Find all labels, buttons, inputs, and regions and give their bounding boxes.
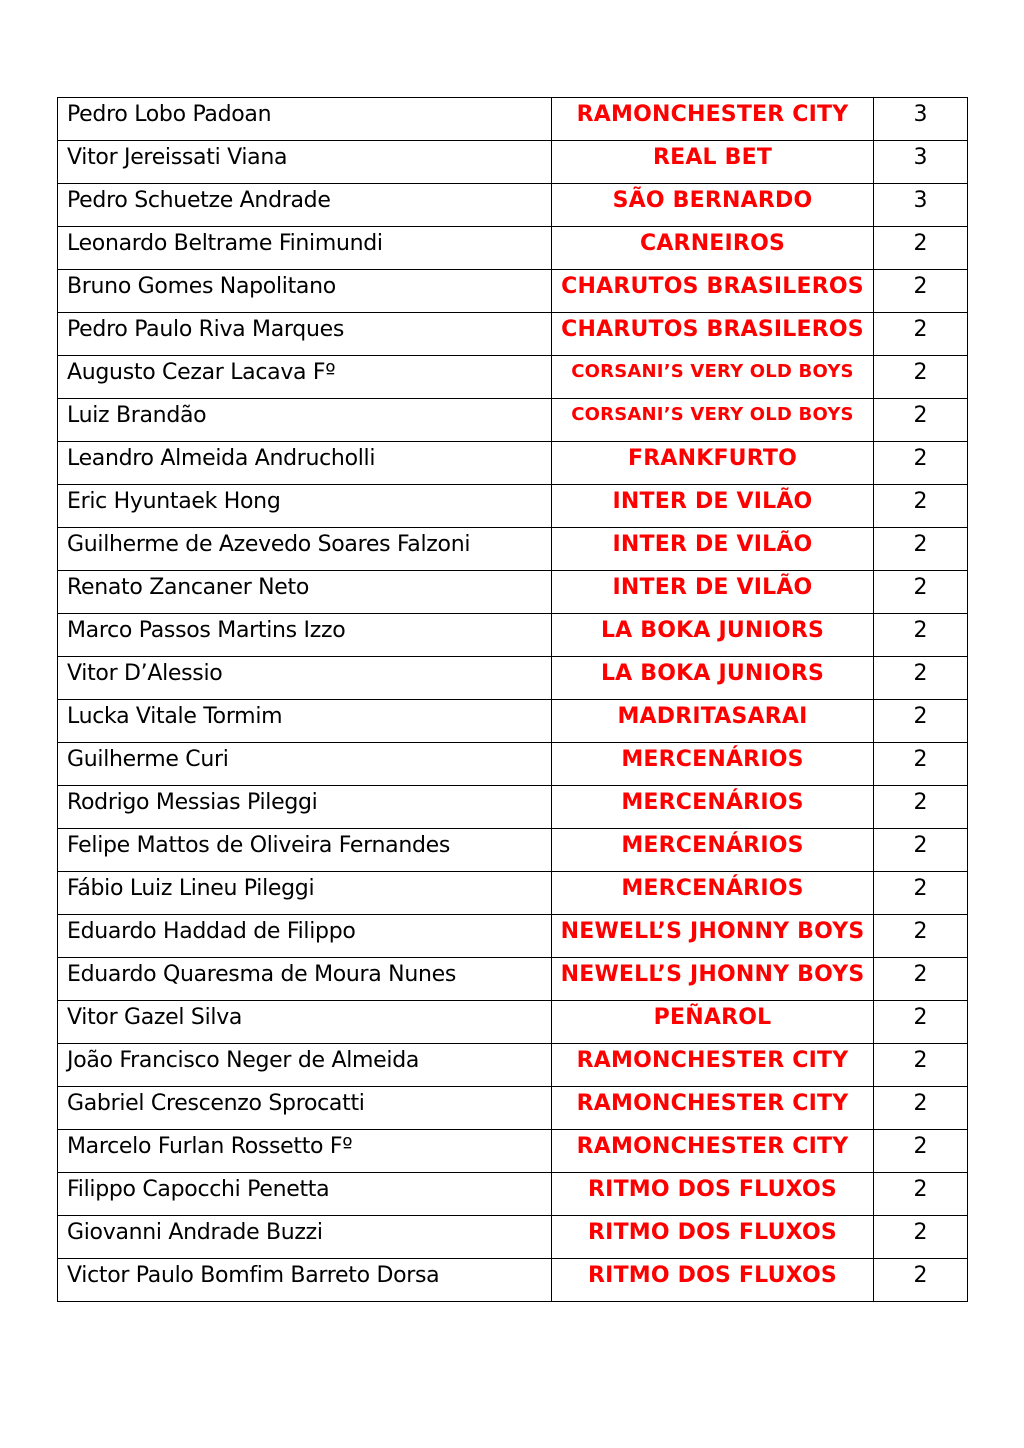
goals-cell: 2 <box>874 1087 968 1130</box>
goals-cell: 2 <box>874 915 968 958</box>
goals-cell: 2 <box>874 657 968 700</box>
table-row <box>58 442 968 485</box>
table-row <box>58 700 968 743</box>
team-name-cell: INTER DE VILÃO <box>552 528 874 571</box>
table-row <box>58 1044 968 1087</box>
goals-cell: 3 <box>874 141 968 184</box>
player-name-cell: Fábio Luiz Lineu Pileggi <box>58 872 552 915</box>
player-name-cell: Renato Zancaner Neto <box>58 571 552 614</box>
player-name-cell: Eduardo Quaresma de Moura Nunes <box>58 958 552 1001</box>
player-name-cell: Pedro Lobo Padoan <box>58 98 552 141</box>
goals-cell: 2 <box>874 872 968 915</box>
player-name-cell: Giovanni Andrade Buzzi <box>58 1216 552 1259</box>
goals-cell: 2 <box>874 958 968 1001</box>
goals-cell: 2 <box>874 227 968 270</box>
table-row <box>58 571 968 614</box>
table-row <box>58 227 968 270</box>
goals-cell: 2 <box>874 829 968 872</box>
player-name-cell: Leandro Almeida Andrucholli <box>58 442 552 485</box>
team-name-cell: CHARUTOS BRASILEROS <box>552 313 874 356</box>
goals-cell: 2 <box>874 786 968 829</box>
team-name-cell: MADRITASARAI <box>552 700 874 743</box>
player-name-cell: Vitor Gazel Silva <box>58 1001 552 1044</box>
team-name-cell: RAMONCHESTER CITY <box>552 1044 874 1087</box>
table-row <box>58 270 968 313</box>
team-name-cell: FRANKFURTO <box>552 442 874 485</box>
table-row <box>58 356 968 399</box>
player-name-cell: Eduardo Haddad de Filippo <box>58 915 552 958</box>
team-name-cell: RAMONCHESTER CITY <box>552 1087 874 1130</box>
team-name-cell: MERCENÁRIOS <box>552 872 874 915</box>
goals-cell: 2 <box>874 743 968 786</box>
player-name-cell: Eric Hyuntaek Hong <box>58 485 552 528</box>
team-name-cell: PEÑAROL <box>552 1001 874 1044</box>
team-name-cell: RAMONCHESTER CITY <box>552 1130 874 1173</box>
goals-cell: 3 <box>874 98 968 141</box>
player-name-cell: Felipe Mattos de Oliveira Fernandes <box>58 829 552 872</box>
scorers-table <box>57 97 968 1302</box>
table-row <box>58 657 968 700</box>
table-row <box>58 528 968 571</box>
team-name-cell: NEWELL’S JHONNY BOYS <box>552 958 874 1001</box>
goals-cell: 2 <box>874 614 968 657</box>
goals-cell: 2 <box>874 528 968 571</box>
player-name-cell: Marcelo Furlan Rossetto Fº <box>58 1130 552 1173</box>
team-name-cell: MERCENÁRIOS <box>552 743 874 786</box>
team-name-cell: NEWELL’S JHONNY BOYS <box>552 915 874 958</box>
player-name-cell: Victor Paulo Bomfim Barreto Dorsa <box>58 1259 552 1302</box>
table-row <box>58 184 968 227</box>
table-row <box>58 1173 968 1216</box>
table-row <box>58 743 968 786</box>
goals-cell: 2 <box>874 1001 968 1044</box>
scorers-table-body <box>58 98 968 1302</box>
table-row <box>58 399 968 442</box>
table-row <box>58 958 968 1001</box>
table-row <box>58 141 968 184</box>
team-name-cell: RITMO DOS FLUXOS <box>552 1259 874 1302</box>
table-row <box>58 1259 968 1302</box>
table-row <box>58 313 968 356</box>
goals-cell: 2 <box>874 1130 968 1173</box>
table-row <box>58 1087 968 1130</box>
player-name-cell: Augusto Cezar Lacava Fº <box>58 356 552 399</box>
goals-cell: 2 <box>874 571 968 614</box>
player-name-cell: João Francisco Neger de Almeida <box>58 1044 552 1087</box>
table-row <box>58 872 968 915</box>
table-row <box>58 786 968 829</box>
player-name-cell: Filippo Capocchi Penetta <box>58 1173 552 1216</box>
team-name-cell: LA BOKA JUNIORS <box>552 657 874 700</box>
goals-cell: 2 <box>874 1173 968 1216</box>
goals-cell: 3 <box>874 184 968 227</box>
player-name-cell: Vitor D’Alessio <box>58 657 552 700</box>
player-name-cell: Rodrigo Messias Pileggi <box>58 786 552 829</box>
goals-cell: 2 <box>874 442 968 485</box>
goals-cell: 2 <box>874 700 968 743</box>
team-name-cell: RITMO DOS FLUXOS <box>552 1216 874 1259</box>
table-row <box>58 1216 968 1259</box>
goals-cell: 2 <box>874 485 968 528</box>
goals-cell: 2 <box>874 399 968 442</box>
team-name-cell: REAL BET <box>552 141 874 184</box>
team-name-cell: INTER DE VILÃO <box>552 571 874 614</box>
table-row <box>58 614 968 657</box>
player-name-cell: Gabriel Crescenzo Sprocatti <box>58 1087 552 1130</box>
table-row <box>58 1001 968 1044</box>
team-name-cell: RITMO DOS FLUXOS <box>552 1173 874 1216</box>
team-name-cell: LA BOKA JUNIORS <box>552 614 874 657</box>
table-row <box>58 485 968 528</box>
player-name-cell: Vitor Jereissati Viana <box>58 141 552 184</box>
table-row <box>58 915 968 958</box>
goals-cell: 2 <box>874 1259 968 1302</box>
player-name-cell: Guilherme Curi <box>58 743 552 786</box>
goals-cell: 2 <box>874 1216 968 1259</box>
goals-cell: 2 <box>874 356 968 399</box>
team-name-cell: MERCENÁRIOS <box>552 829 874 872</box>
table-row <box>58 1130 968 1173</box>
team-name-cell: CORSANI’S VERY OLD BOYS <box>552 356 874 399</box>
player-name-cell: Luiz Brandão <box>58 399 552 442</box>
table-row <box>58 829 968 872</box>
team-name-cell: SÃO BERNARDO <box>552 184 874 227</box>
team-name-cell: CHARUTOS BRASILEROS <box>552 270 874 313</box>
player-name-cell: Leonardo Beltrame Finimundi <box>58 227 552 270</box>
player-name-cell: Guilherme de Azevedo Soares Falzoni <box>58 528 552 571</box>
goals-cell: 2 <box>874 270 968 313</box>
goals-cell: 2 <box>874 1044 968 1087</box>
table-row <box>58 98 968 141</box>
goals-cell: 2 <box>874 313 968 356</box>
player-name-cell: Bruno Gomes Napolitano <box>58 270 552 313</box>
team-name-cell: RAMONCHESTER CITY <box>552 98 874 141</box>
player-name-cell: Pedro Schuetze Andrade <box>58 184 552 227</box>
team-name-cell: CARNEIROS <box>552 227 874 270</box>
player-name-cell: Lucka Vitale Tormim <box>58 700 552 743</box>
team-name-cell: MERCENÁRIOS <box>552 786 874 829</box>
player-name-cell: Marco Passos Martins Izzo <box>58 614 552 657</box>
player-name-cell: Pedro Paulo Riva Marques <box>58 313 552 356</box>
team-name-cell: CORSANI’S VERY OLD BOYS <box>552 399 874 442</box>
team-name-cell: INTER DE VILÃO <box>552 485 874 528</box>
